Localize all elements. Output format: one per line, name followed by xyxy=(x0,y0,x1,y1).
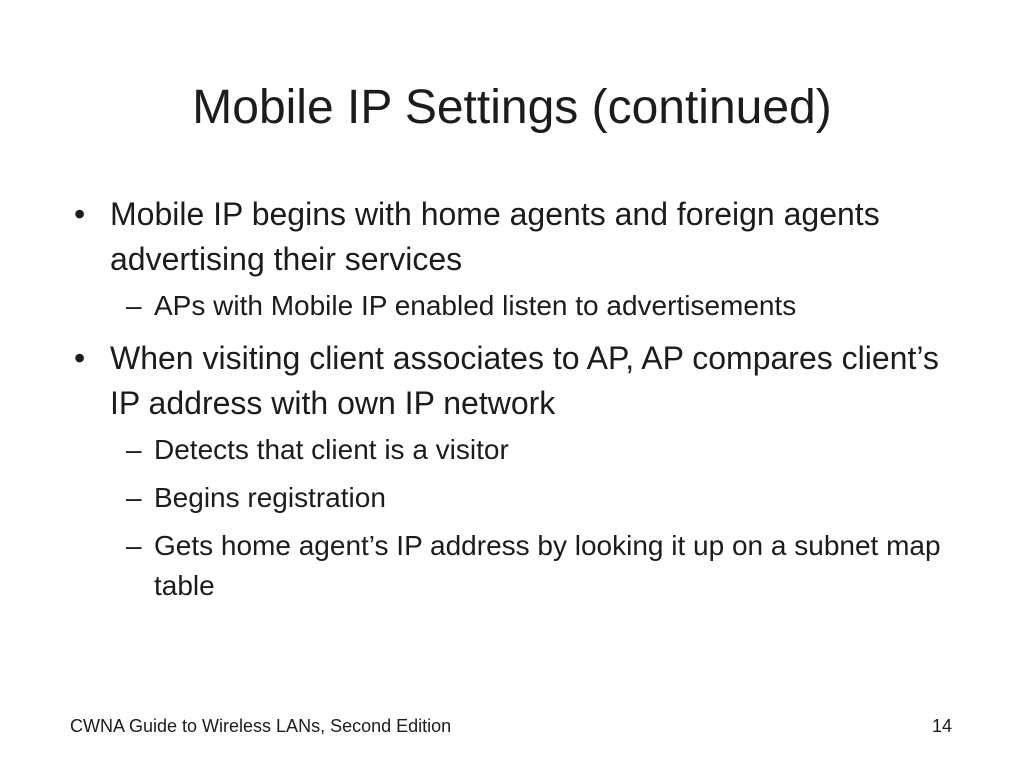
slide-content xyxy=(66,192,966,606)
bullet-item xyxy=(66,336,966,426)
dash-icon: – xyxy=(126,482,142,513)
sub-bullet-text: Gets home agent’s IP address by looking it up on a subnet map table xyxy=(154,530,941,601)
slide-title: Mobile IP Settings (continued) xyxy=(192,81,832,134)
bullet-icon: • xyxy=(74,340,86,376)
bullet-item xyxy=(66,192,966,282)
sub-bullet-item xyxy=(66,478,966,518)
page-number: 14 xyxy=(931,716,952,736)
sub-bullet-item xyxy=(66,286,966,326)
sub-bullet-text: APs with Mobile IP enabled listen to advertisements xyxy=(154,290,797,321)
bullet-text: Mobile IP begins with home agents and foreign agents advertising their services xyxy=(110,196,880,277)
bullet-icon: • xyxy=(74,196,86,232)
dash-icon: – xyxy=(126,530,142,561)
sub-bullet-text: Begins registration xyxy=(154,482,386,513)
sub-bullet-text: Detects that client is a visitor xyxy=(154,434,509,465)
sub-bullet-item xyxy=(66,526,966,606)
sub-bullet-item xyxy=(66,430,966,470)
bullet-text: When visiting client associates to AP, AP compares client’s IP address with own IP network xyxy=(110,340,939,421)
footer-source: CWNA Guide to Wireless LANs, Second Edition xyxy=(70,716,452,736)
dash-icon: – xyxy=(126,434,142,465)
dash-icon: – xyxy=(126,290,142,321)
